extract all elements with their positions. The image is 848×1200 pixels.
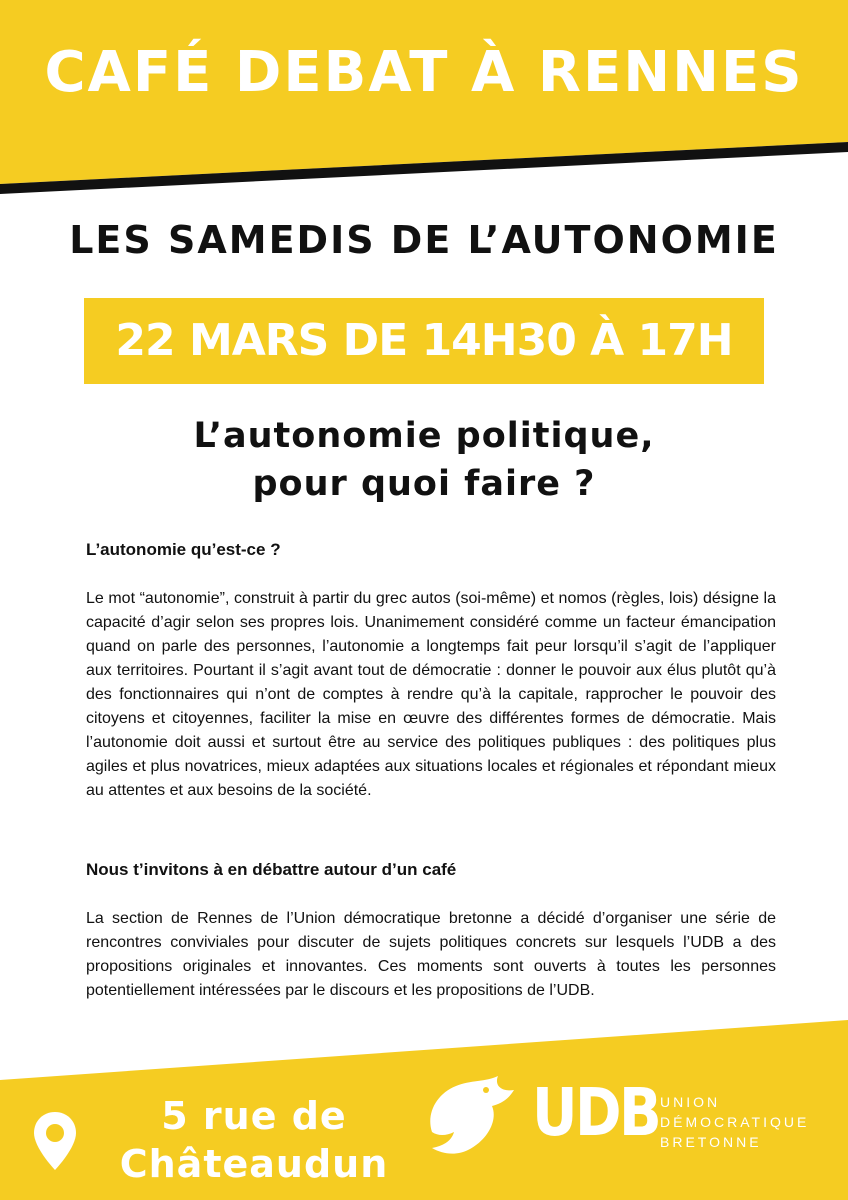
section-heading-autonomy: L’autonomie qu’est-ce ?	[86, 540, 281, 559]
udb-name-line-3: BRETONNE	[660, 1134, 762, 1150]
event-date: 22 MARS DE 14H30 À 17H	[115, 315, 733, 366]
section-body-autonomy: Le mot “autonomie”, construit à partir du grec autos (soi-même) et nomos (règles, lois) désigne la capacité d’agir selon ses propres lois. Unanimement considéré comme un facteur émancipation quand on parle des personnes, l’autonomie a longtemps fait peur lorsqu’il s’agit de l’appliquer aux territoires. Pourtant il s’agit avant tout de démocratie : donner le pouvoir aux élus plutôt qu’à des fonctionnaires qui n’ont de comptes à rendre qu’à la capitale, rapprocher le pouvoir des citoyens et citoyennes, faciliter la mise en œuvre des différentes formes de démocratie. Mais l’autonomie doit aussi et surtout être au service des politiques publiques : des politiques plus agiles et plus novatrices, mieux adaptées aux situations locales et régionales et répondant mieux au attentes et aux besoins de la société.	[86, 590, 776, 799]
address-line-2: Châteaudun	[119, 1142, 389, 1186]
udb-name-line-2: DÉMOCRATIQUE	[660, 1114, 810, 1130]
location-pin-icon	[32, 1110, 78, 1172]
udb-logo-text: UDB	[532, 1074, 660, 1151]
udb-name-line-1: UNION	[660, 1094, 721, 1110]
question-line-1: L’autonomie politique,	[193, 416, 655, 456]
debate-question	[0, 412, 848, 508]
udb-full-name	[660, 1092, 809, 1152]
bird-logo-icon	[422, 1070, 522, 1160]
event-subtitle: LES SAMEDIS DE L’AUTONOMIE	[69, 218, 779, 262]
section-heading-invitation: Nous t’invitons à en débattre autour d’un café	[86, 860, 457, 879]
event-title: CAFÉ DEBAT À RENNES	[44, 40, 804, 105]
address-line-1: 5 rue de	[161, 1094, 347, 1138]
question-line-2: pour quoi faire ?	[252, 464, 596, 504]
section-body-invitation: La section de Rennes de l’Union démocratique bretonne a décidé d’organiser une série de rencontres conviviales pour discuter de sujets politiques concrets sur lesquels l’UDB a des propositions originales et innovantes. Ces moments sont ouverts à toutes les personnes potentiellement intéressées par le discours et les propositions de l’UDB.	[86, 910, 776, 999]
date-banner	[84, 298, 764, 384]
event-address	[84, 1092, 424, 1188]
